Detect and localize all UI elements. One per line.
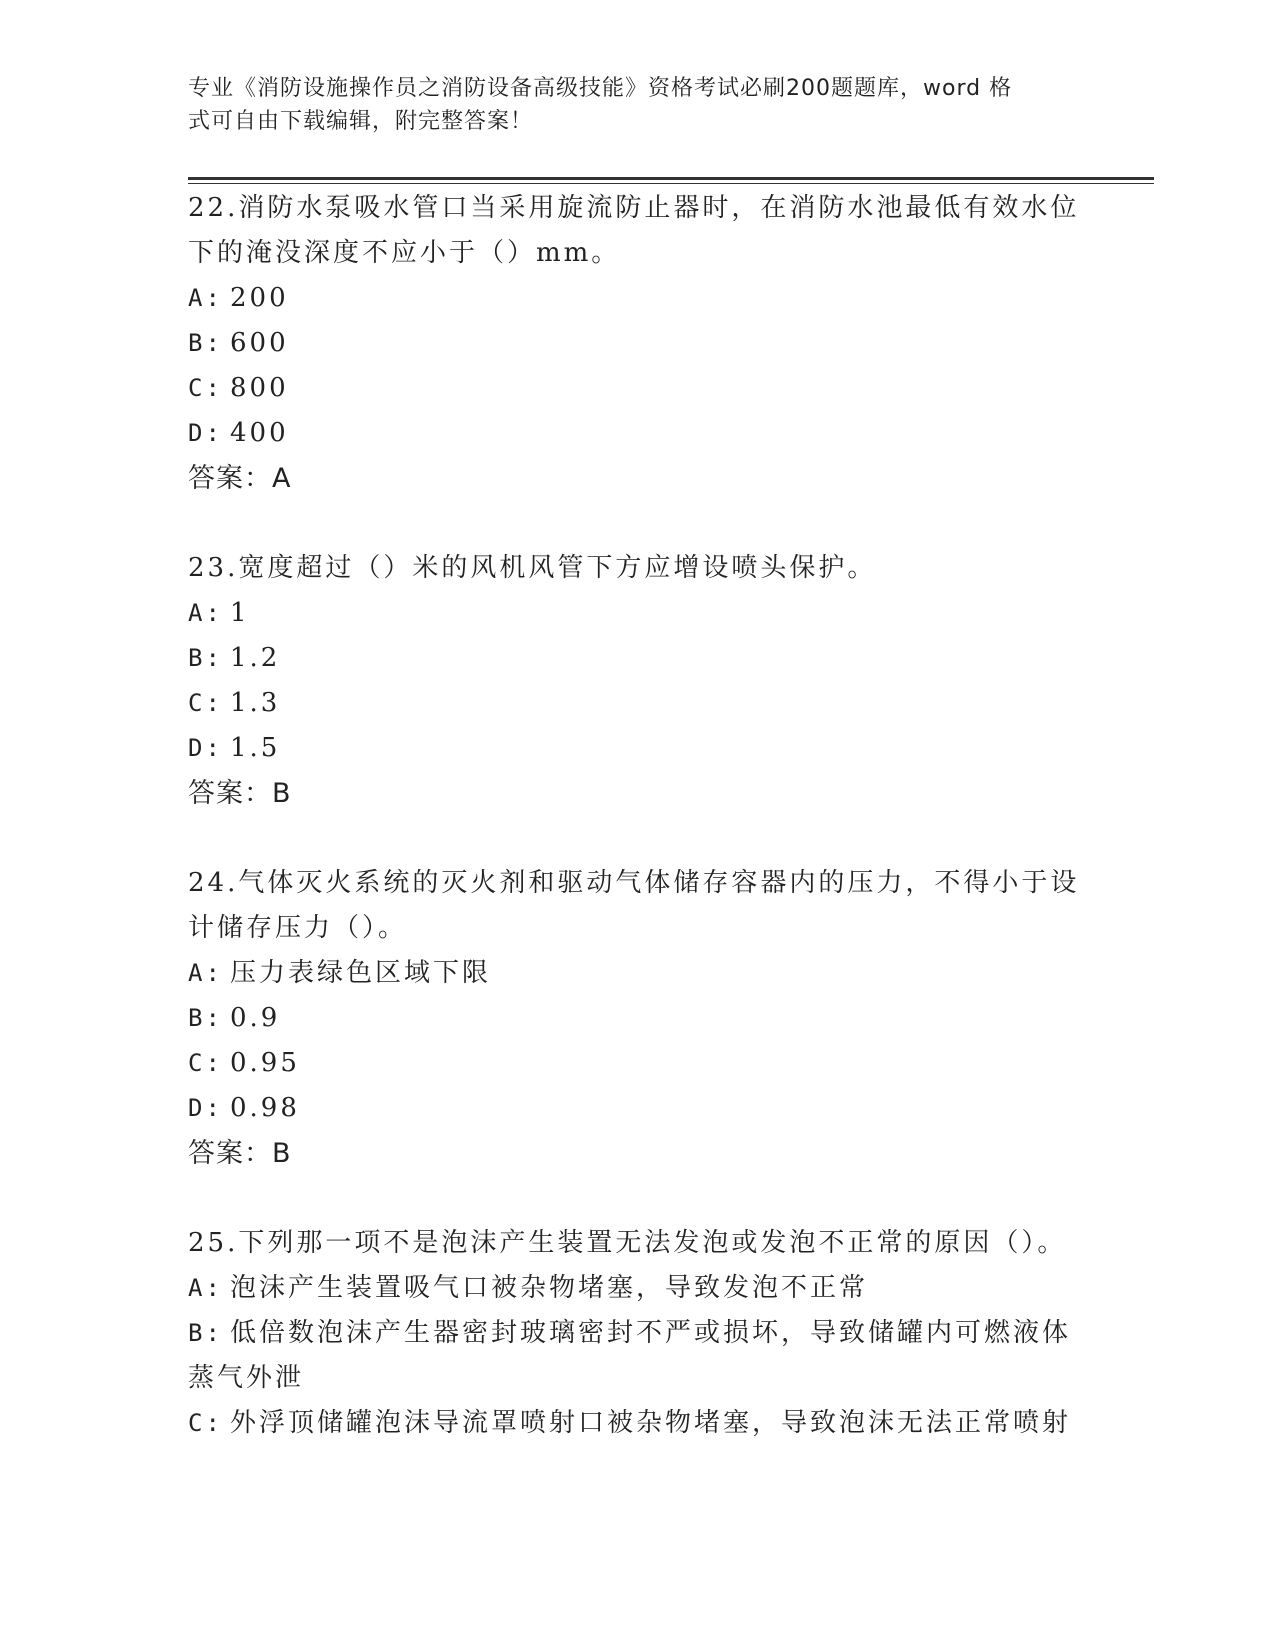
option-label: B: [188, 644, 223, 672]
question-text: 24.气体灭火系统的灭火剂和驱动气体储存容器内的压力，不得小于设计储存压力（）。 [188, 868, 1080, 943]
option-value: 1.5 [230, 733, 281, 763]
answer-text: 答案：B [188, 778, 292, 809]
option-c [188, 1041, 1088, 1086]
option-value: 泡沫产生装置吸气口被杂物堵塞，导致发泡不正常 [230, 1273, 869, 1303]
option-label: C: [188, 1049, 223, 1077]
option-label: D: [188, 1094, 223, 1122]
option-value: 0.9 [230, 1003, 281, 1033]
option-d [188, 726, 1088, 771]
option-value: 0.95 [230, 1048, 300, 1078]
option-value: 1 [230, 598, 250, 628]
option-a [188, 951, 1088, 996]
question-25 [188, 1221, 1088, 1446]
option-label: A: [188, 959, 223, 987]
option-a [188, 276, 1088, 321]
option-label: A: [188, 284, 223, 312]
question-list [188, 186, 1088, 1491]
option-b [188, 996, 1088, 1041]
option-value: 0.98 [230, 1093, 300, 1123]
question-24 [188, 861, 1088, 1176]
question-text: 22.消防水泵吸水管口当采用旋流防止器时，在消防水池最低有效水位下的淹没深度不应小于（）mm。 [188, 193, 1080, 268]
option-label: A: [188, 1274, 223, 1302]
option-value: 200 [230, 283, 289, 313]
option-label: B: [188, 329, 223, 357]
option-a [188, 1266, 1088, 1311]
option-label: C: [188, 689, 223, 717]
question-22 [188, 186, 1088, 501]
option-a [188, 591, 1088, 636]
header-line-1: 专业《消防设施操作员之消防设备高级技能》资格考试必刷200题题库，word 格 [188, 76, 1013, 101]
option-c [188, 366, 1088, 411]
option-value: 600 [230, 328, 289, 358]
option-d [188, 1086, 1088, 1131]
option-c [188, 681, 1088, 726]
option-label: B: [188, 1319, 223, 1347]
header-line-2: 式可自由下载编辑，附完整答案！ [188, 109, 534, 134]
option-value: 压力表绿色区域下限 [230, 958, 492, 988]
question-text: 25.下列那一项不是泡沫产生装置无法发泡或发泡不正常的原因（）。 [188, 1228, 1067, 1258]
answer-text: 答案：A [188, 463, 292, 494]
header-divider-thin [188, 183, 1154, 184]
option-value: 外浮顶储罐泡沫导流罩喷射口被杂物堵塞，导致泡沫无法正常喷射 [230, 1408, 1072, 1438]
option-d [188, 411, 1088, 456]
option-value: 800 [230, 373, 289, 403]
question-23 [188, 546, 1088, 816]
option-b [188, 1311, 1088, 1401]
option-label: C: [188, 1409, 223, 1437]
option-c [188, 1401, 1088, 1446]
option-value: 低倍数泡沫产生器密封玻璃密封不严或损坏，导致储罐内可燃液体蒸气外泄 [188, 1318, 1072, 1393]
question-text: 23.宽度超过（）米的风机风管下方应增设喷头保护。 [188, 553, 877, 583]
answer-text: 答案：B [188, 1138, 292, 1169]
option-value: 400 [230, 418, 289, 448]
option-label: D: [188, 734, 223, 762]
option-value: 1.3 [230, 688, 281, 718]
option-label: C: [188, 374, 223, 402]
option-label: D: [188, 419, 223, 447]
option-value: 1.2 [230, 643, 281, 673]
option-b [188, 636, 1088, 681]
option-label: A: [188, 599, 223, 627]
option-b [188, 321, 1088, 366]
header-divider-thick [188, 177, 1154, 180]
option-label: B: [188, 1004, 223, 1032]
document-header [188, 72, 1068, 138]
